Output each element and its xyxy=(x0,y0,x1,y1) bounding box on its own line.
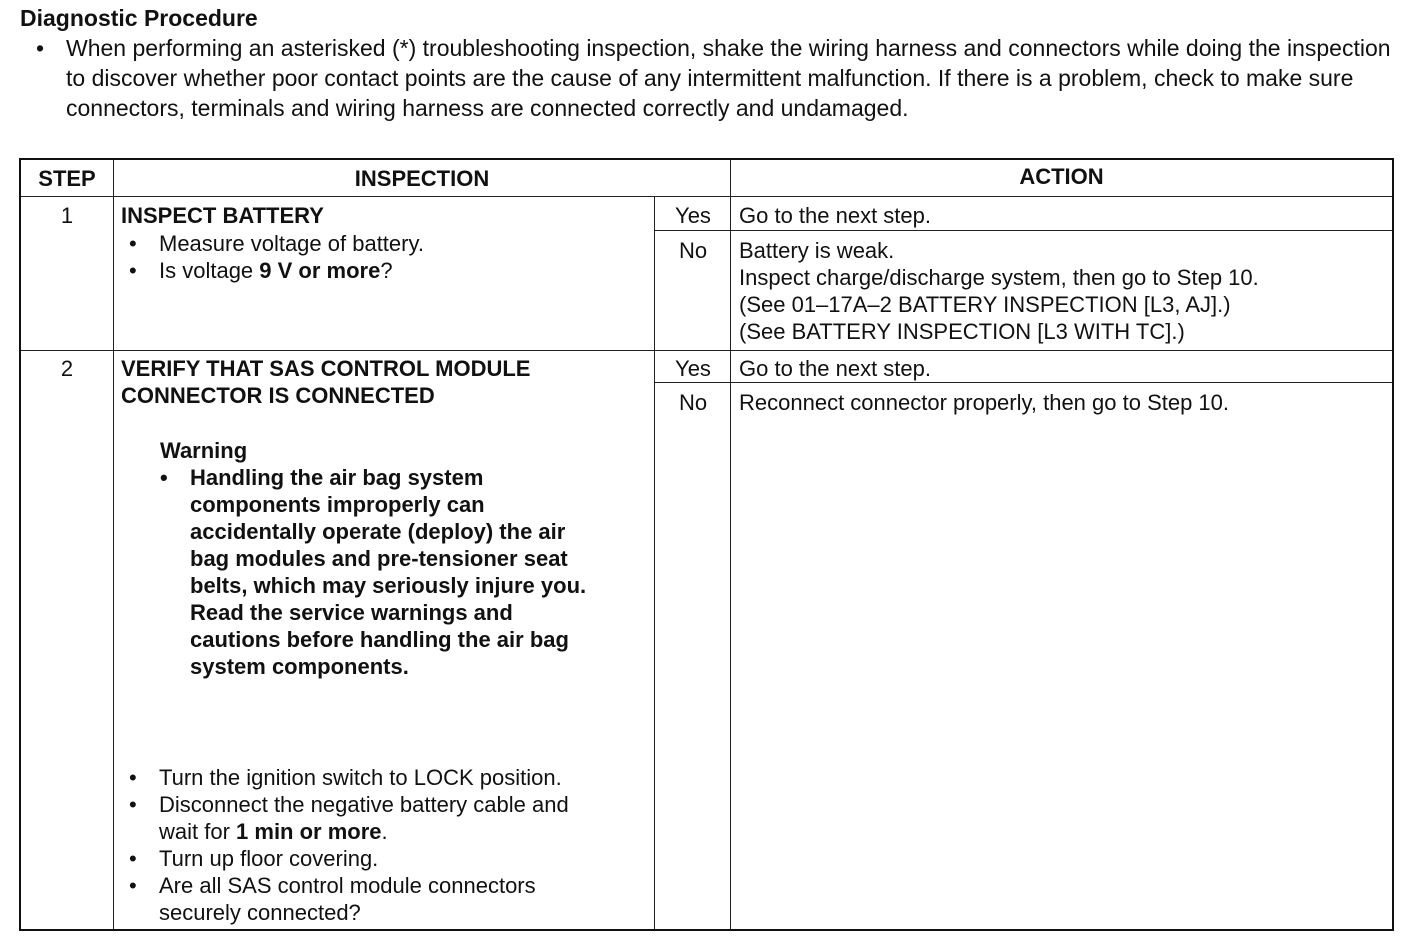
col-divider-yesno xyxy=(654,196,655,929)
no-label: No xyxy=(678,238,708,263)
warning-line: components improperly can xyxy=(190,492,485,517)
intro-note xyxy=(36,33,1396,123)
diagnostic-table xyxy=(19,158,1394,931)
inspection-bullet xyxy=(129,764,649,791)
step-number: 2 xyxy=(60,356,74,381)
col-divider-step xyxy=(113,160,114,929)
header-inspection: INSPECTION xyxy=(354,166,490,191)
page-title: Diagnostic Procedure xyxy=(20,5,258,31)
bullet-icon: • xyxy=(129,792,137,817)
bullet-line: securely connected? xyxy=(159,900,361,925)
step-title xyxy=(121,355,530,409)
step-title: INSPECT BATTERY xyxy=(121,203,324,228)
col-divider-action xyxy=(730,160,731,929)
bullet-text: Measure voltage of battery. xyxy=(159,231,424,256)
no-action-line: (See 01–17A–2 BATTERY INSPECTION [L3, AJ].) xyxy=(739,292,1231,317)
bullet-icon: • xyxy=(160,465,168,490)
warning-line: Handling the air bag system xyxy=(190,465,484,490)
bullet-line: Are all SAS control module connectors xyxy=(159,873,536,898)
step-title-line: VERIFY THAT SAS CONTROL MODULE xyxy=(121,356,531,381)
inspection-bullet xyxy=(129,257,649,284)
warning-lines xyxy=(190,464,650,680)
warning-line: bag modules and pre-tensioner seat xyxy=(190,546,568,571)
no-action-line: (See BATTERY INSPECTION [L3 WITH TC].) xyxy=(739,319,1185,344)
no-action xyxy=(739,237,1259,345)
warning-text xyxy=(160,464,650,680)
warning-line: Read the service warnings and xyxy=(190,600,513,625)
warning-line: system components. xyxy=(190,654,409,679)
row1-yes-no-divider xyxy=(654,230,1392,231)
warning-line: cautions before handling the air bag xyxy=(190,627,569,652)
bullet-text: Is voltage 9 V or more? xyxy=(159,258,393,283)
bullet-text: Turn the ignition switch to LOCK position. xyxy=(159,765,562,790)
header-step: STEP xyxy=(38,166,96,191)
header-divider xyxy=(21,196,1392,197)
warning-line: accidentally operate (deploy) the air xyxy=(190,519,566,544)
yes-label: Yes xyxy=(675,203,711,228)
bullet-line: Disconnect the negative battery cable and xyxy=(159,792,569,817)
no-action-line: Battery is weak. xyxy=(739,238,895,263)
yes-action: Go to the next step. xyxy=(739,356,932,381)
bullet-icon: • xyxy=(129,873,137,898)
bullet-icon: • xyxy=(129,765,137,790)
yes-label: Yes xyxy=(675,356,711,381)
bullet-text: Turn up floor covering. xyxy=(159,846,379,871)
bullet-text xyxy=(159,791,649,845)
inspection-bullet xyxy=(129,872,649,926)
header-action: ACTION xyxy=(1019,164,1104,189)
row2-yes-no-divider xyxy=(654,382,1392,383)
no-action: Reconnect connector properly, then go to Step 10. xyxy=(739,390,1230,415)
no-action-line: Inspect charge/discharge system, then go to Step 10. xyxy=(739,265,1259,290)
no-label: No xyxy=(678,390,708,415)
row-divider xyxy=(21,350,1392,351)
warning-title: Warning xyxy=(160,438,248,463)
yes-action: Go to the next step. xyxy=(739,203,932,228)
warning-line: belts, which may seriously injure you. xyxy=(190,573,587,598)
bullet-icon: • xyxy=(129,258,137,283)
step-number: 1 xyxy=(60,203,74,228)
intro-text: When performing an asterisked (*) troubleshooting inspection, shake the wiring harness and connectors while doing the inspection to discover whether poor contact points are the cause of any intermittent malfunction. If there is a problem, check to make sure connectors, terminals and wiring harness are connected correctly and undamaged. xyxy=(66,35,1391,121)
step-title-line: CONNECTOR IS CONNECTED xyxy=(121,383,435,408)
inspection-bullet xyxy=(129,230,649,257)
inspection-bullet xyxy=(129,845,649,872)
bullet-line: wait for 1 min or more. xyxy=(159,819,388,844)
bullet-icon: • xyxy=(129,846,137,871)
bullet-icon: • xyxy=(129,231,137,256)
bullet-text xyxy=(159,872,649,926)
bullet-icon: • xyxy=(36,35,45,61)
inspection-bullet xyxy=(129,791,649,845)
